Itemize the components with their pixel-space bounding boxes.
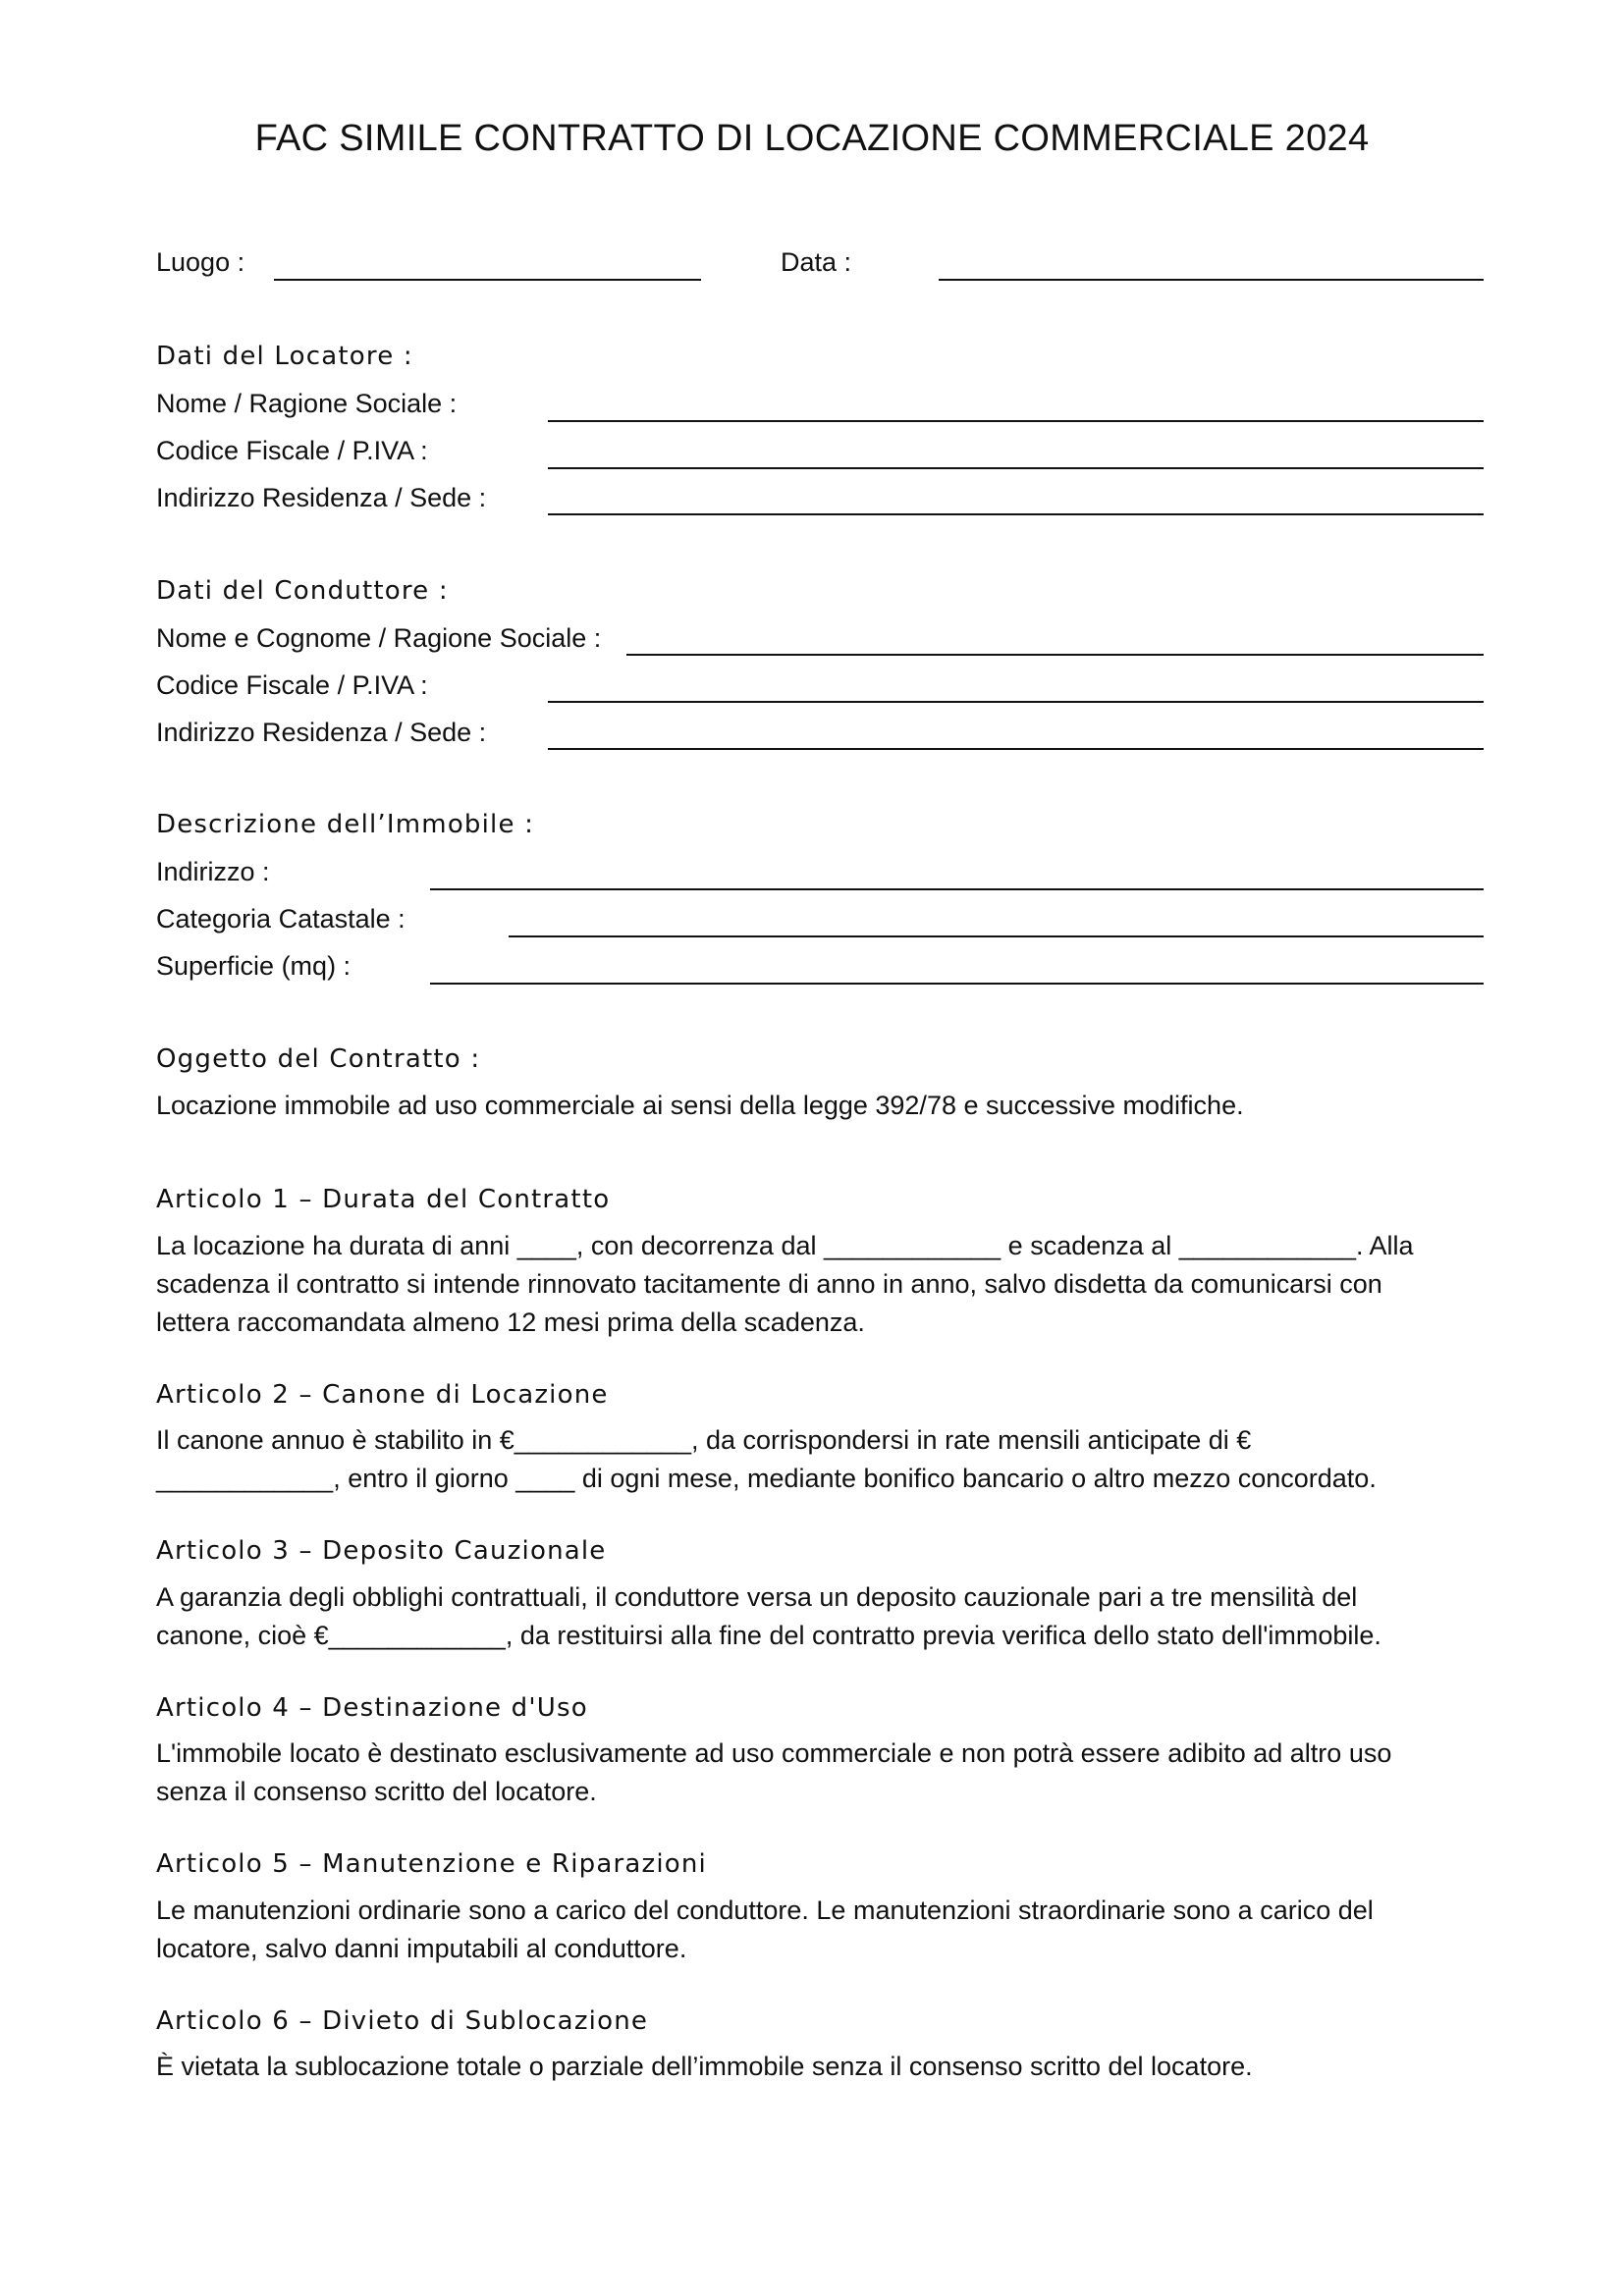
article-6-line-1: È vietata la sublocazione totale o parziale dell’immobile senza il consenso scritto del locatore.: [156, 2052, 1253, 2081]
article-4-body: [156, 1735, 1477, 1811]
article-3-body: [156, 1578, 1477, 1655]
article-1-line-2: scadenza il contratto si intende rinnovato tacitamente di anno in anno, salvo disdetta da comunicarsi con: [156, 1269, 1382, 1299]
article-1-line-1: La locazione ha durata di anni ____, con decorrenza dal ____________ e scadenza al ____________. Alla: [156, 1231, 1414, 1260]
landlord-address-label: Indirizzo Residenza / Sede :: [156, 483, 487, 512]
landlord-heading: Dati del Locatore :: [156, 342, 413, 371]
property-heading: Descrizione dell’Immobile :: [156, 810, 535, 839]
article-2-line-2: ____________, entro il giorno ____ di ogni mese, mediante bonifico bancario o altro mezzo concordato.: [156, 1464, 1377, 1493]
article-4-line-1: L'immobile locato è destinato esclusivamente ad uso commerciale e non potrà essere adibito ad altro uso: [156, 1738, 1392, 1768]
article-2-heading: Articolo 2 – Canone di Locazione: [156, 1380, 609, 1410]
property-area-label: Superficie (mq) :: [156, 951, 352, 981]
place-field[interactable]: [274, 279, 701, 281]
tenant-tax-field[interactable]: [548, 701, 1484, 703]
tenant-address-label: Indirizzo Residenza / Sede :: [156, 718, 487, 747]
property-category-field[interactable]: [509, 935, 1484, 937]
article-1-line-3: lettera raccomandata almeno 12 mesi prima della scadenza.: [156, 1308, 865, 1337]
tenant-name-label: Nome e Cognome / Ragione Sociale :: [156, 623, 602, 653]
document-title: FAC SIMILE CONTRATTO DI LOCAZIONE COMMERCIALE 2024: [254, 118, 1370, 159]
article-4-line-2: senza il consenso scritto del locatore.: [156, 1777, 597, 1806]
object-heading: Oggetto del Contratto :: [156, 1044, 481, 1074]
article-3-heading: Articolo 3 – Deposito Cauzionale: [156, 1536, 607, 1566]
date-field[interactable]: [939, 279, 1484, 281]
landlord-tax-label: Codice Fiscale / P.IVA :: [156, 436, 428, 465]
place-label: Luogo :: [156, 247, 245, 277]
property-address-label: Indirizzo :: [156, 857, 270, 886]
article-6-body: [156, 2048, 1477, 2086]
article-5-line-1: Le manutenzioni ordinarie sono a carico del conduttore. Le manutenzioni straordinarie sono a carico del: [156, 1896, 1374, 1925]
article-4-heading: Articolo 4 – Destinazione d'Uso: [156, 1693, 588, 1723]
article-2-line-1: Il canone annuo è stabilito in €____________, da corrispondersi in rate mensili anticipate di €: [156, 1425, 1252, 1455]
article-5-line-2: locatore, salvo danni imputabili al conduttore.: [156, 1934, 687, 1963]
tenant-address-field[interactable]: [548, 748, 1484, 750]
article-3-line-2: canone, cioè €____________, da restituirsi alla fine del contratto previa verifica dello stato dell'immobile.: [156, 1621, 1381, 1650]
article-2-body: [156, 1421, 1477, 1498]
article-5-heading: Articolo 5 – Manutenzione e Riparazioni: [156, 1849, 707, 1879]
article-1-heading: Articolo 1 – Durata del Contratto: [156, 1185, 611, 1214]
tenant-heading: Dati del Conduttore :: [156, 576, 449, 606]
landlord-name-field[interactable]: [548, 420, 1484, 422]
date-label: Data :: [781, 247, 852, 277]
landlord-tax-field[interactable]: [548, 467, 1484, 469]
article-5-body: [156, 1892, 1477, 1968]
article-3-line-1: A garanzia degli obblighi contrattuali, il conduttore versa un deposito cauzionale pari a tre mensilità del: [156, 1582, 1358, 1612]
landlord-address-field[interactable]: [548, 513, 1484, 515]
property-address-field[interactable]: [430, 888, 1484, 890]
landlord-name-label: Nome / Ragione Sociale :: [156, 389, 458, 418]
tenant-tax-label: Codice Fiscale / P.IVA :: [156, 670, 428, 700]
property-area-field[interactable]: [430, 983, 1484, 985]
article-6-heading: Articolo 6 – Divieto di Sublocazione: [156, 2006, 649, 2036]
property-category-label: Categoria Catastale :: [156, 904, 406, 934]
article-1-body: [156, 1227, 1477, 1342]
tenant-name-field[interactable]: [626, 654, 1484, 656]
object-text: Locazione immobile ad uso commerciale ai sensi della legge 392/78 e successive modifiche.: [156, 1091, 1244, 1120]
